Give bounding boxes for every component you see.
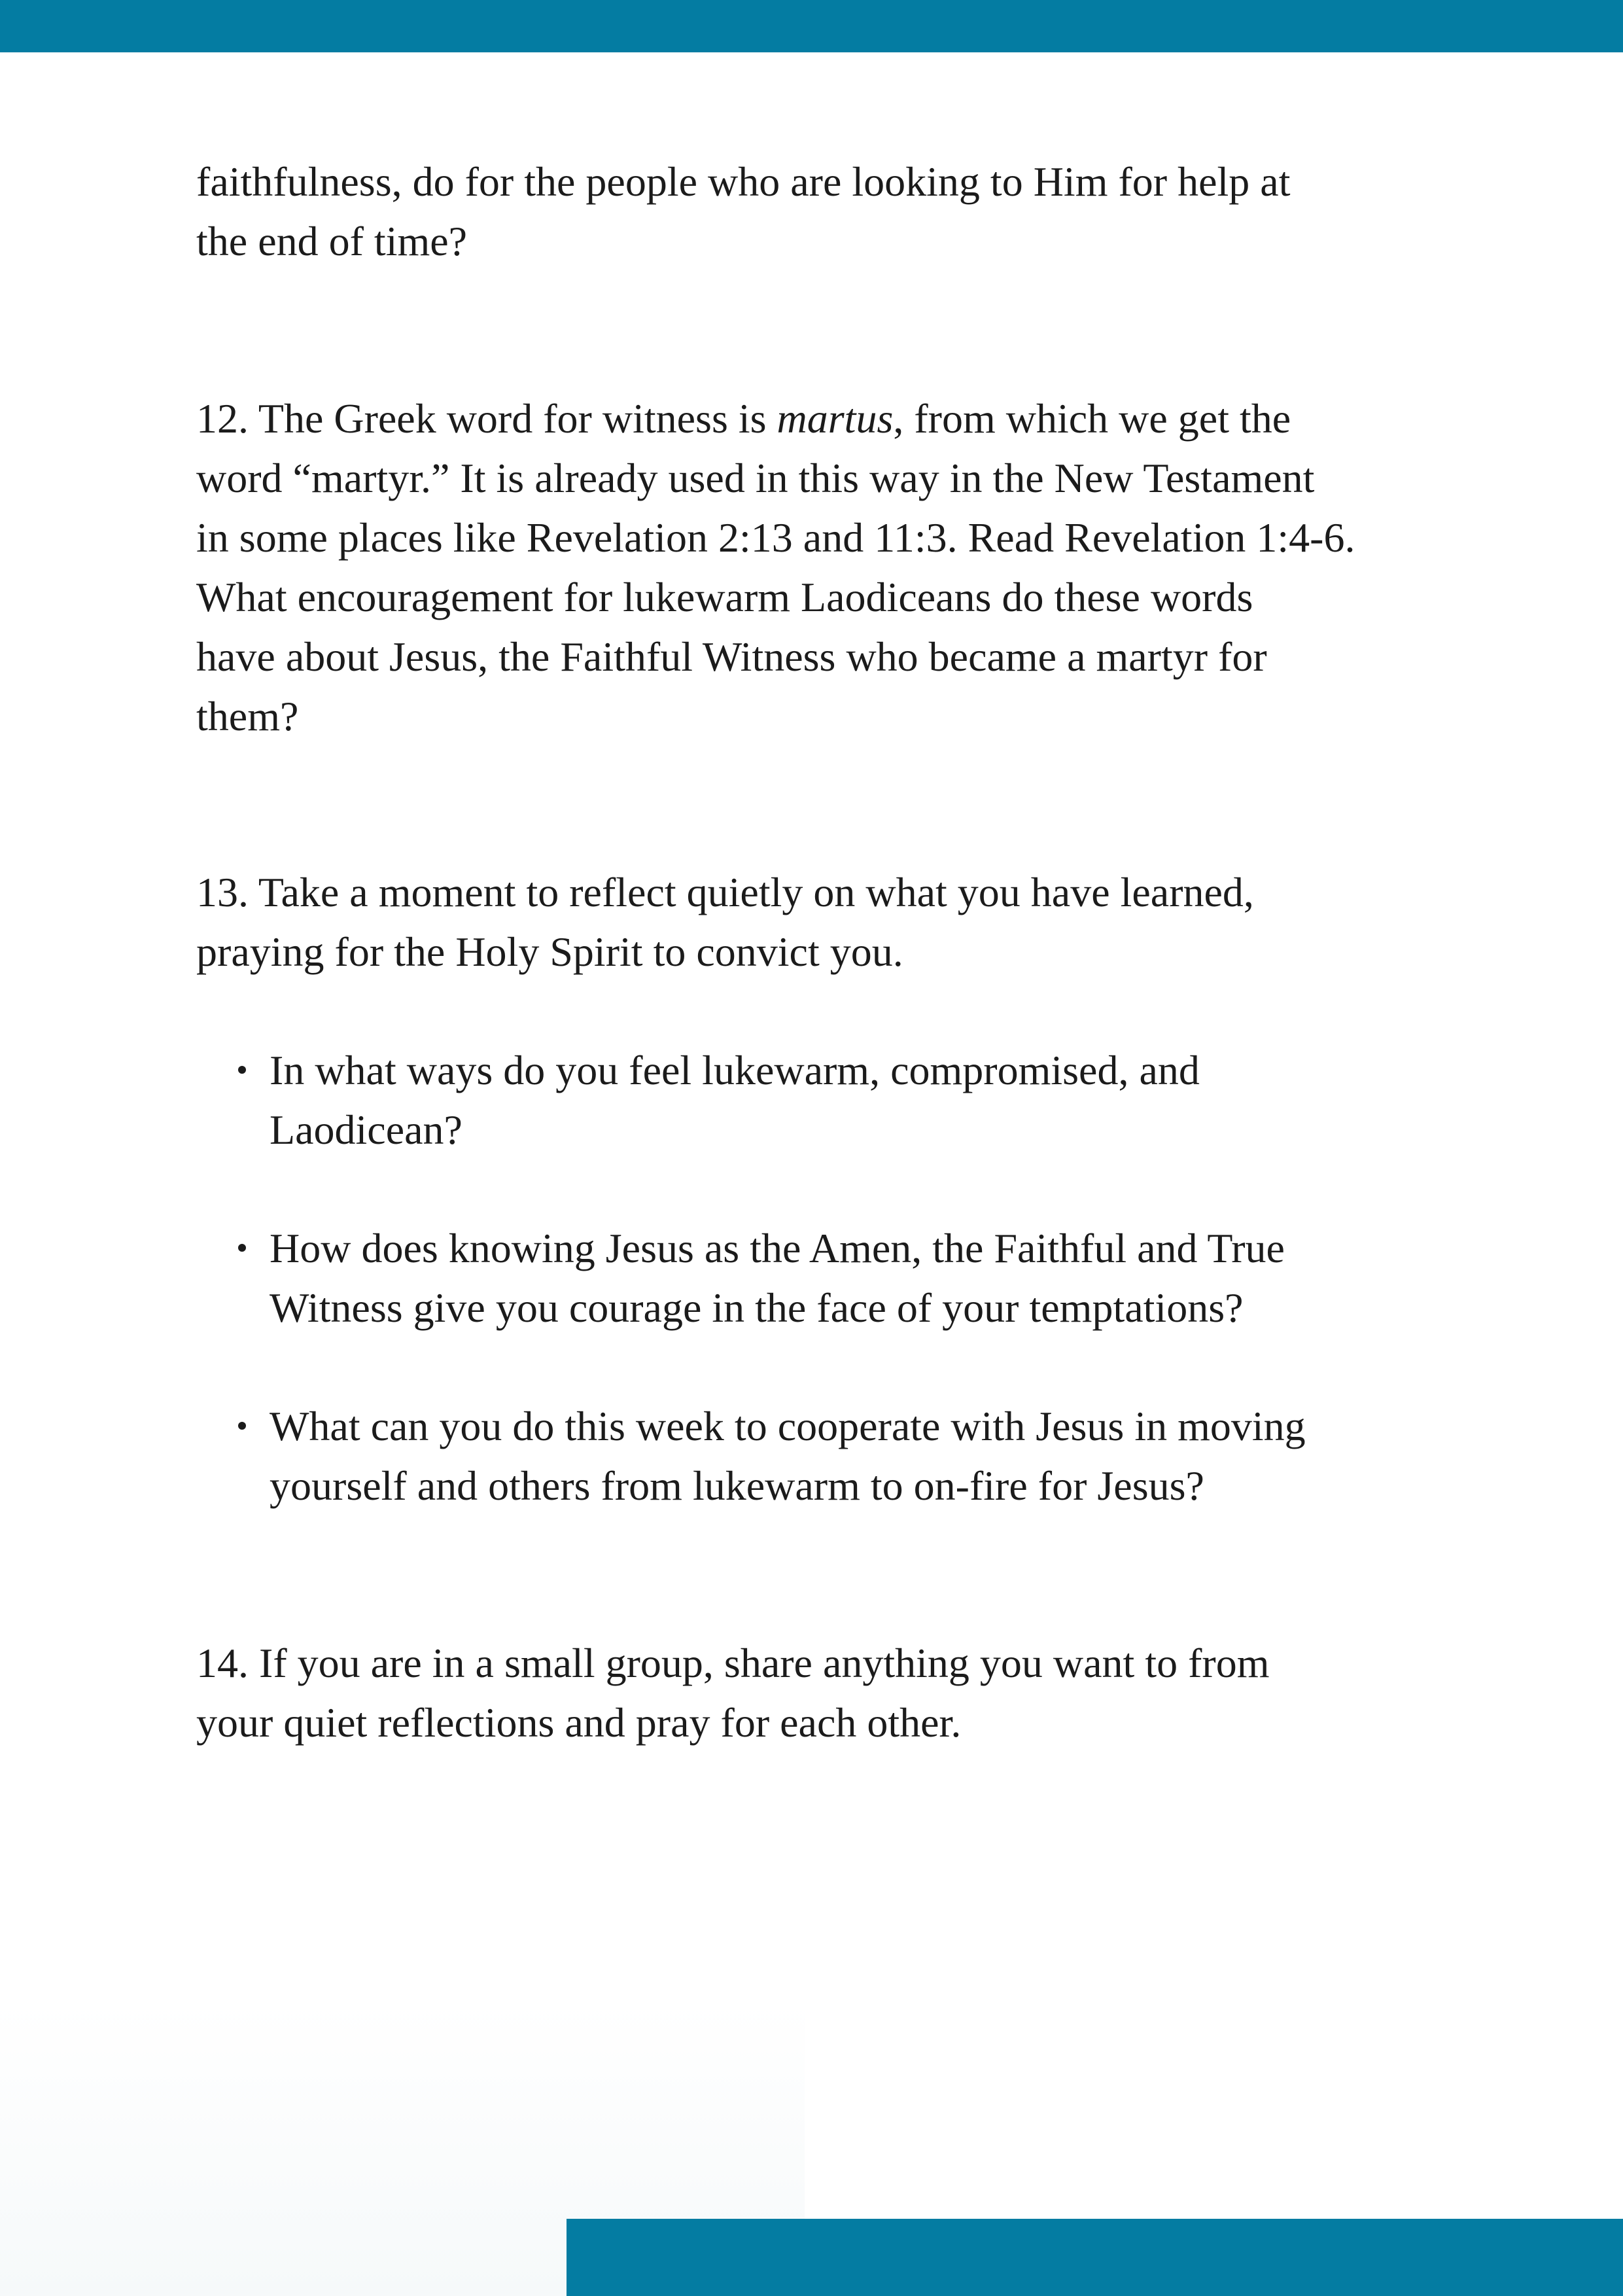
question-12-line-2: word “martyr.” It is already used in this way in the New Testament <box>196 455 1315 501</box>
bullet-icon <box>238 1422 246 1430</box>
question-13-line-2: praying for the Holy Spirit to convict you. <box>196 928 903 975</box>
question-13-line-1: 13. Take a moment to reflect quietly on what you have learned, <box>196 869 1254 915</box>
question-14 <box>196 1633 1270 1752</box>
question-12-line-4: What encouragement for lukewarm Laodiceans do these words <box>196 574 1253 620</box>
intro-line-1: faithfulness, do for the people who are looking to Him for help at <box>196 158 1291 205</box>
question-14-line-1: 14. If you are in a small group, share anything you want to from <box>196 1640 1270 1686</box>
list-item-line-1: How does knowing Jesus as the Amen, the Faithful and True <box>270 1225 1285 1271</box>
question-12 <box>196 389 1355 746</box>
question-14-line-2: your quiet reflections and pray for each other. <box>196 1699 962 1746</box>
intro-paragraph <box>196 152 1290 271</box>
question-12-line-3: in some places like Revelation 2:13 and 11:3. Read Revelation 1:4-6. <box>196 514 1355 561</box>
question-12-line-1: 12. The Greek word for witness is martus, from which we get the <box>196 395 1291 442</box>
list-item <box>270 1218 1285 1337</box>
bullet-icon <box>238 1066 246 1074</box>
bullet-icon <box>238 1244 246 1252</box>
question-12-line-6: them? <box>196 693 299 739</box>
top-accent-bar <box>0 0 1623 52</box>
question-12-line-5: have about Jesus, the Faithful Witness who became a martyr for <box>196 633 1267 680</box>
list-item <box>270 1040 1200 1159</box>
list-item-line-2: yourself and others from lukewarm to on-fire for Jesus? <box>270 1462 1204 1509</box>
intro-line-2: the end of time? <box>196 218 468 264</box>
list-item-line-2: Laodicean? <box>270 1106 462 1153</box>
question-13 <box>196 862 1254 981</box>
list-item-line-2: Witness give you courage in the face of your temptations? <box>270 1284 1244 1331</box>
bottom-accent-bar <box>567 2219 1623 2296</box>
list-item <box>270 1396 1306 1515</box>
list-item-line-1: What can you do this week to cooperate with Jesus in moving <box>270 1403 1306 1449</box>
list-item-line-1: In what ways do you feel lukewarm, compromised, and <box>270 1047 1200 1093</box>
greek-word-martus: martus <box>777 395 894 442</box>
